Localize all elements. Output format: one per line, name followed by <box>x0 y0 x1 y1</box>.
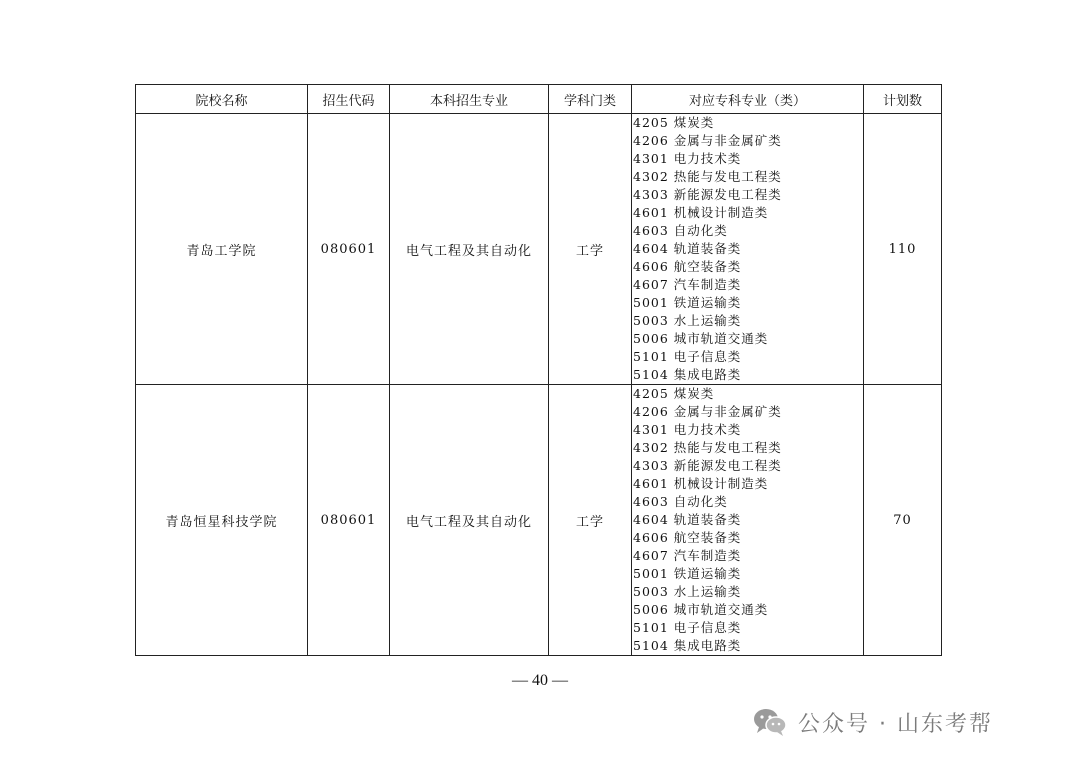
specialty-item: 4604 轨道装备类 <box>633 241 742 256</box>
specialty-item: 4301 电力技术类 <box>633 151 742 166</box>
header-corresponding-specialty: 对应专科专业（类） <box>632 85 864 114</box>
admission-code-cell: 080601 <box>308 385 390 656</box>
specialty-item: 4205 煤炭类 <box>633 386 715 401</box>
specialty-item: 4301 电力技术类 <box>633 422 742 437</box>
category-cell: 工学 <box>549 114 632 385</box>
specialty-item: 5101 电子信息类 <box>633 620 742 635</box>
header-discipline-category: 学科门类 <box>549 85 632 114</box>
specialty-item: 5006 城市轨道交通类 <box>633 331 769 346</box>
specialty-item: 4206 金属与非金属矿类 <box>633 133 782 148</box>
major-cell: 电气工程及其自动化 <box>390 114 549 385</box>
table-row <box>136 385 942 656</box>
specialty-list-cell <box>632 114 864 385</box>
specialty-item: 4601 机械设计制造类 <box>633 205 769 220</box>
specialty-item: 4205 煤炭类 <box>633 115 715 130</box>
specialty-item: 5001 铁道运输类 <box>633 295 742 310</box>
specialty-item: 4302 热能与发电工程类 <box>633 169 782 184</box>
specialty-item: 5003 水上运输类 <box>633 313 742 328</box>
specialty-item: 4604 轨道装备类 <box>633 512 742 527</box>
category-cell: 工学 <box>549 385 632 656</box>
specialty-list-cell <box>632 385 864 656</box>
page-number: — 40 — <box>512 672 568 689</box>
specialty-item: 5003 水上运输类 <box>633 584 742 599</box>
header-school-name: 院校名称 <box>136 85 308 114</box>
header-admission-code: 招生代码 <box>308 85 390 114</box>
specialty-item: 4607 汽车制造类 <box>633 277 742 292</box>
watermark <box>752 702 993 742</box>
specialty-item: 5006 城市轨道交通类 <box>633 602 769 617</box>
table-row <box>136 114 942 385</box>
specialty-item: 4606 航空装备类 <box>633 259 742 274</box>
plan-count-cell: 70 <box>864 385 942 656</box>
admission-code-cell: 080601 <box>308 114 390 385</box>
specialty-item: 5104 集成电路类 <box>633 638 742 653</box>
wechat-icon <box>752 707 788 737</box>
major-cell: 电气工程及其自动化 <box>390 385 549 656</box>
header-undergraduate-major: 本科招生专业 <box>390 85 549 114</box>
table-header-row <box>136 85 942 114</box>
school-name-cell: 青岛恒星科技学院 <box>136 385 308 656</box>
specialty-item: 4206 金属与非金属矿类 <box>633 404 782 419</box>
specialty-item: 4303 新能源发电工程类 <box>633 187 782 202</box>
specialty-item: 4607 汽车制造类 <box>633 548 742 563</box>
specialty-item: 5101 电子信息类 <box>633 349 742 364</box>
specialty-item: 5104 集成电路类 <box>633 367 742 382</box>
school-name-cell: 青岛工学院 <box>136 114 308 385</box>
specialty-item: 4606 航空装备类 <box>633 530 742 545</box>
header-plan-count: 计划数 <box>864 85 942 114</box>
specialty-item: 4603 自动化类 <box>633 494 728 509</box>
plan-count-cell: 110 <box>864 114 942 385</box>
admission-plan-table <box>135 84 942 656</box>
specialty-item: 4603 自动化类 <box>633 223 728 238</box>
watermark-text: 公众号 · 山东考帮 <box>798 711 993 737</box>
specialty-item: 4302 热能与发电工程类 <box>633 440 782 455</box>
specialty-item: 4303 新能源发电工程类 <box>633 458 782 473</box>
specialty-item: 4601 机械设计制造类 <box>633 476 769 491</box>
specialty-item: 5001 铁道运输类 <box>633 566 742 581</box>
